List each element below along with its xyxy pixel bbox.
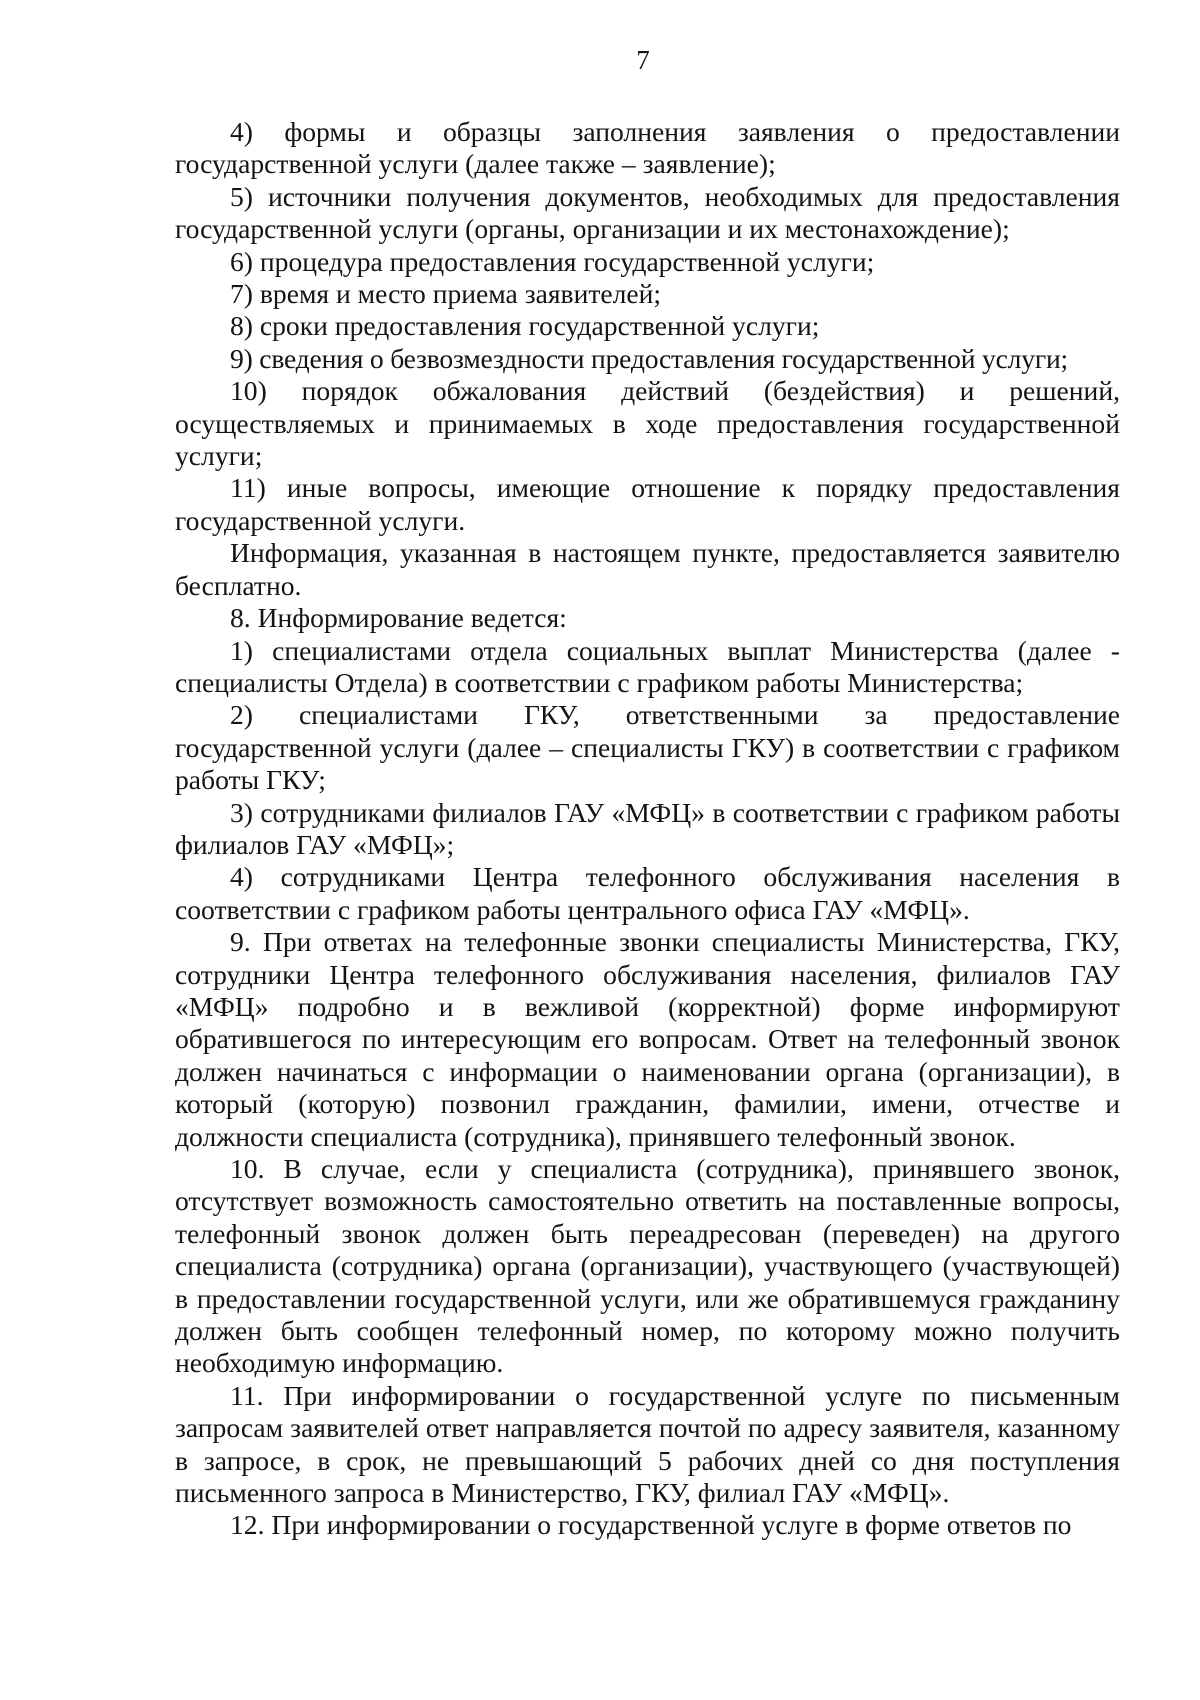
paragraph-section-10: 10. В случае, если у специалиста (сотрудника), принявшего звонок, отсутствует возможность самостоятельно ответить на поставленные вопросы, телефонный звонок должен быть переадресован (переведен) на другого специалиста (сотрудника) органа (организации), участвующего (участвующей) в предоставлении государственной услуги, или же обратившемуся гражданину должен быть сообщен телефонный номер, по которому можно получить необходимую информацию.: [175, 1153, 1120, 1379]
paragraph-section-8-item-2: 2) специалистами ГКУ, ответственными за предоставление государственной услуги (далее – специалисты ГКУ) в соответствии с графиком работы ГКУ;: [175, 699, 1120, 796]
paragraph-item-8-terms: 8) сроки предоставления государственной услуги;: [230, 310, 820, 342]
paragraph-information-free: Информация, указанная в настоящем пункте, предоставляется заявителю бесплатно.: [175, 537, 1120, 601]
paragraph-section-9: 9. При ответах на телефонные звонки специалисты Министерства, ГКУ, сотрудники Центра телефонного обслуживания населения, филиалов ГАУ «МФЦ» подробно и в вежливой (корректной) форме информируют обратившегося по интересующим его вопросам. Ответ на телефонный звонок должен начинаться с информации о наименовании органа (организации), в который (которую) позвонил гражданин, фамилии, имени, отчестве и должности специалиста (сотрудника), принявшего телефонный звонок.: [175, 926, 1120, 1152]
paragraph-item-6-procedure: 6) процедура предоставления государственной услуги;: [230, 245, 875, 277]
document-body: [175, 116, 1120, 1542]
paragraph-item-9-free-of-charge: 9) сведения о безвозмездности предоставления государственной услуги;: [230, 342, 1068, 374]
paragraph-section-12: 12. При информировании о государственной услуге в форме ответов по: [230, 1509, 1072, 1541]
paragraph-item-5-sources: 5) источники получения документов, необходимых для предоставления государственной услуги (органы, организации и их местонахождение);: [175, 180, 1120, 245]
paragraph-section-8-item-1: 1) специалистами отдела социальных выплат Министерства (далее - специалисты Отдела) в соответствии с графиком работы Министерства;: [175, 634, 1120, 698]
paragraph-section-8-item-3: 3) сотрудниками филиалов ГАУ «МФЦ» в соответствии с графиком работы филиалов ГАУ «МФЦ»;: [175, 796, 1120, 860]
paragraph-section-8-item-4: 4) сотрудниками Центра телефонного обслуживания населения в соответствии с графиком работы центрального офиса ГАУ «МФЦ».: [175, 861, 1120, 925]
paragraph-section-8-heading: 8. Информирование ведется:: [230, 602, 567, 634]
page-number: 7: [636, 45, 650, 75]
paragraph-item-11-other-questions: 11) иные вопросы, имеющие отношение к порядку предоставления государственной услуги.: [175, 472, 1120, 536]
paragraph-item-7-reception: 7) время и место приема заявителей;: [230, 278, 662, 310]
paragraph-section-11: 11. При информировании о государственной услуге по письменным запросам заявителей ответ направляется почтой по адресу заявителя, казанному в запросе, в срок, не превышающий 5 рабочих дней со дня поступления письменного запроса в Министерство, ГКУ, филиал ГАУ «МФЦ».: [175, 1379, 1120, 1509]
paragraph-item-4-forms: 4) формы и образцы заполнения заявления о предоставлении государственной услуги (далее также – заявление);: [175, 116, 1120, 180]
paragraph-item-10-appeals: 10) порядок обжалования действий (бездействия) и решений, осуществляемых и принимаемых в ходе предоставления государственной услуги;: [175, 375, 1120, 472]
